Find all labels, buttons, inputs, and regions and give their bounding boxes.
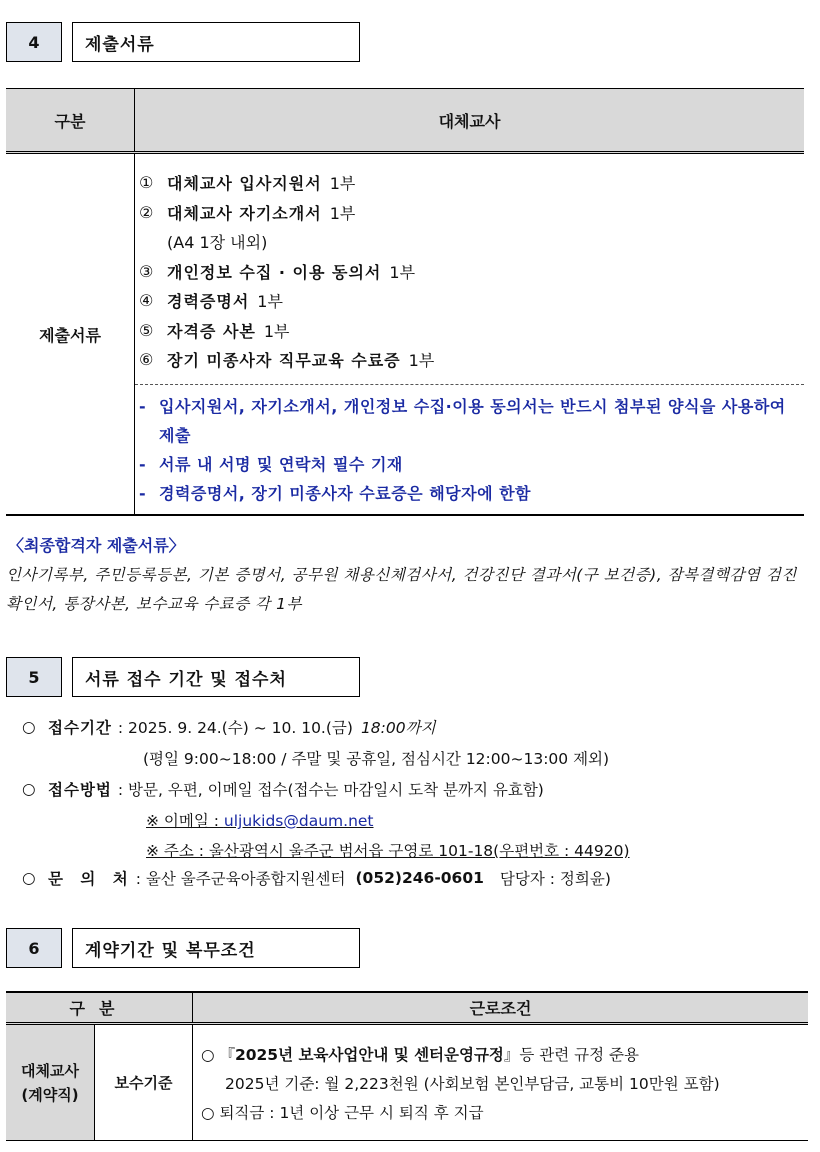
final-applicants-title: 〈최종합격자 제출서류〉 bbox=[8, 536, 185, 555]
line1-regulation: 2025년 보육사업안내 및 센터운영규정 bbox=[234, 1046, 504, 1064]
condition-line: ○ 퇴직금 : 1년 이상 근무 시 퇴직 후 지급 bbox=[201, 1104, 484, 1122]
list-item bbox=[139, 198, 434, 228]
section-number: 4 bbox=[6, 22, 62, 62]
item-number: ⑤ bbox=[139, 320, 154, 340]
section-number: 5 bbox=[6, 657, 62, 697]
document-list bbox=[139, 168, 434, 375]
note-text: 입사지원서, 자기소개서, 개인정보 수집·이용 동의서는 반드시 첨부된 양식을 사용하여 제출 bbox=[159, 397, 786, 445]
email-link[interactable]: uljukids@daum.net bbox=[223, 812, 374, 830]
item-qty: 1부 bbox=[263, 321, 290, 341]
pay-category: 보수기준 bbox=[95, 1025, 193, 1140]
period-time: 18:00까지 bbox=[360, 719, 436, 737]
role-type: (계약직) bbox=[21, 1085, 79, 1104]
header-conditions: 근로조건 bbox=[469, 999, 532, 1018]
note-text: 서류 내 서명 및 연락처 필수 기재 bbox=[159, 455, 403, 474]
contact-org: : 울산 울주군육아종합지원센터 bbox=[135, 870, 346, 888]
note-item bbox=[139, 450, 802, 479]
list-item bbox=[139, 257, 434, 287]
item-qty: 1부 bbox=[329, 203, 356, 223]
list-item bbox=[139, 168, 434, 198]
item-note: (A4 1장 내외) bbox=[167, 233, 268, 253]
section-number: 6 bbox=[6, 928, 62, 968]
section-title: 서류 접수 기간 및 접수처 bbox=[72, 657, 360, 697]
header-category: 구분 bbox=[6, 993, 193, 1022]
item-name: 대체교사 자기소개서 bbox=[167, 203, 322, 223]
item-name: 경력증명서 bbox=[167, 292, 250, 312]
table-header-row bbox=[6, 991, 808, 1025]
item-qty: 1부 bbox=[257, 292, 283, 312]
item-name: 대체교사 입사지원서 bbox=[167, 174, 322, 194]
contact-phone: (052)246-0601 bbox=[355, 869, 484, 887]
section-5-header bbox=[6, 657, 360, 697]
header-substitute-teacher: 대체교사 bbox=[438, 111, 501, 131]
table-row bbox=[6, 154, 804, 516]
method-label: 접수방법 bbox=[48, 781, 112, 799]
list-item bbox=[139, 286, 434, 316]
application-period bbox=[22, 716, 436, 738]
period-label: 접수기간 bbox=[48, 719, 112, 737]
period-value: : 2025. 9. 24.(수) ~ 10. 10.(금) bbox=[117, 719, 353, 737]
item-number: ④ bbox=[139, 291, 154, 311]
note-text: 경력증명서, 장기 미종사자 수료증은 해당자에 한함 bbox=[159, 484, 532, 503]
role-cell bbox=[6, 1025, 95, 1140]
line1-prefix: ○ 『 bbox=[201, 1046, 235, 1064]
item-name: 장기 미종사자 직무교육 수료증 bbox=[167, 351, 401, 371]
dashed-divider bbox=[135, 384, 804, 385]
address-line: ※ 주소 : 울산광역시 울주군 범서읍 구영로 101-18(우편번호 : 44920) bbox=[146, 842, 630, 860]
table-row bbox=[6, 1025, 808, 1141]
item-qty: 1부 bbox=[408, 351, 435, 371]
application-method bbox=[22, 778, 544, 800]
item-name: 개인정보 수집 · 이용 동의서 bbox=[167, 262, 382, 282]
item-qty: 1부 bbox=[389, 262, 416, 282]
circle-bullet: ○ bbox=[22, 718, 36, 736]
contact-person: 담당자 : 정희윤) bbox=[499, 870, 611, 888]
dash-bullet: - bbox=[139, 455, 147, 474]
item-name: 자격증 사본 bbox=[167, 321, 256, 341]
section-title: 제출서류 bbox=[72, 22, 360, 62]
list-item bbox=[139, 316, 434, 346]
item-number: ① bbox=[139, 173, 154, 193]
table-header-row bbox=[6, 88, 804, 154]
section-title: 계약기간 및 복무조건 bbox=[72, 928, 360, 968]
list-item bbox=[139, 345, 434, 375]
row-label: 제출서류 bbox=[6, 154, 135, 514]
period-note: (평일 9:00~18:00 / 주말 및 공휴일, 점심시간 12:00~13:00 제외) bbox=[143, 750, 610, 768]
item-qty: 1부 bbox=[329, 174, 356, 194]
notes-list bbox=[139, 392, 802, 508]
method-value: : 방문, 우편, 이메일 접수(접수는 마감일시 도착 분까지 유효함) bbox=[117, 781, 544, 799]
documents-table bbox=[6, 88, 804, 516]
working-conditions-table bbox=[6, 991, 808, 1141]
circle-bullet: ○ bbox=[22, 869, 36, 887]
section-6-header bbox=[6, 928, 360, 968]
conditions-content bbox=[193, 1025, 808, 1140]
row-content bbox=[135, 154, 804, 514]
contact-label: 문 의 처 bbox=[48, 870, 134, 888]
contact-info bbox=[22, 867, 611, 889]
line1-suffix: 』등 관련 규정 준용 bbox=[503, 1046, 639, 1064]
item-number: ⑥ bbox=[139, 350, 154, 370]
condition-line: 2025년 기준: 월 2,223천원 (사회보험 본인부담금, 교통비 10만원 포함) bbox=[225, 1075, 720, 1093]
email-label: ※ 이메일 : bbox=[146, 812, 224, 830]
section-4-header bbox=[6, 22, 360, 62]
condition-line bbox=[201, 1041, 808, 1070]
item-number: ② bbox=[139, 202, 154, 222]
dash-bullet: - bbox=[139, 397, 147, 416]
note-item bbox=[139, 479, 802, 508]
header-category: 구분 bbox=[6, 89, 135, 151]
dash-bullet: - bbox=[139, 484, 147, 503]
role-name: 대체교사 bbox=[21, 1061, 79, 1080]
final-applicants-documents: 인사기록부, 주민등록등본, 기본 증명서, 공무원 채용신체검사서, 건강진단 결과서(구 보건증), 잠복결핵감염 검진 확인서, 통장사본, 보수교육 수료증 각 1부 bbox=[6, 566, 797, 613]
circle-bullet: ○ bbox=[22, 780, 36, 798]
item-number: ③ bbox=[139, 261, 154, 281]
email-line bbox=[146, 809, 374, 831]
note-item bbox=[139, 392, 802, 450]
